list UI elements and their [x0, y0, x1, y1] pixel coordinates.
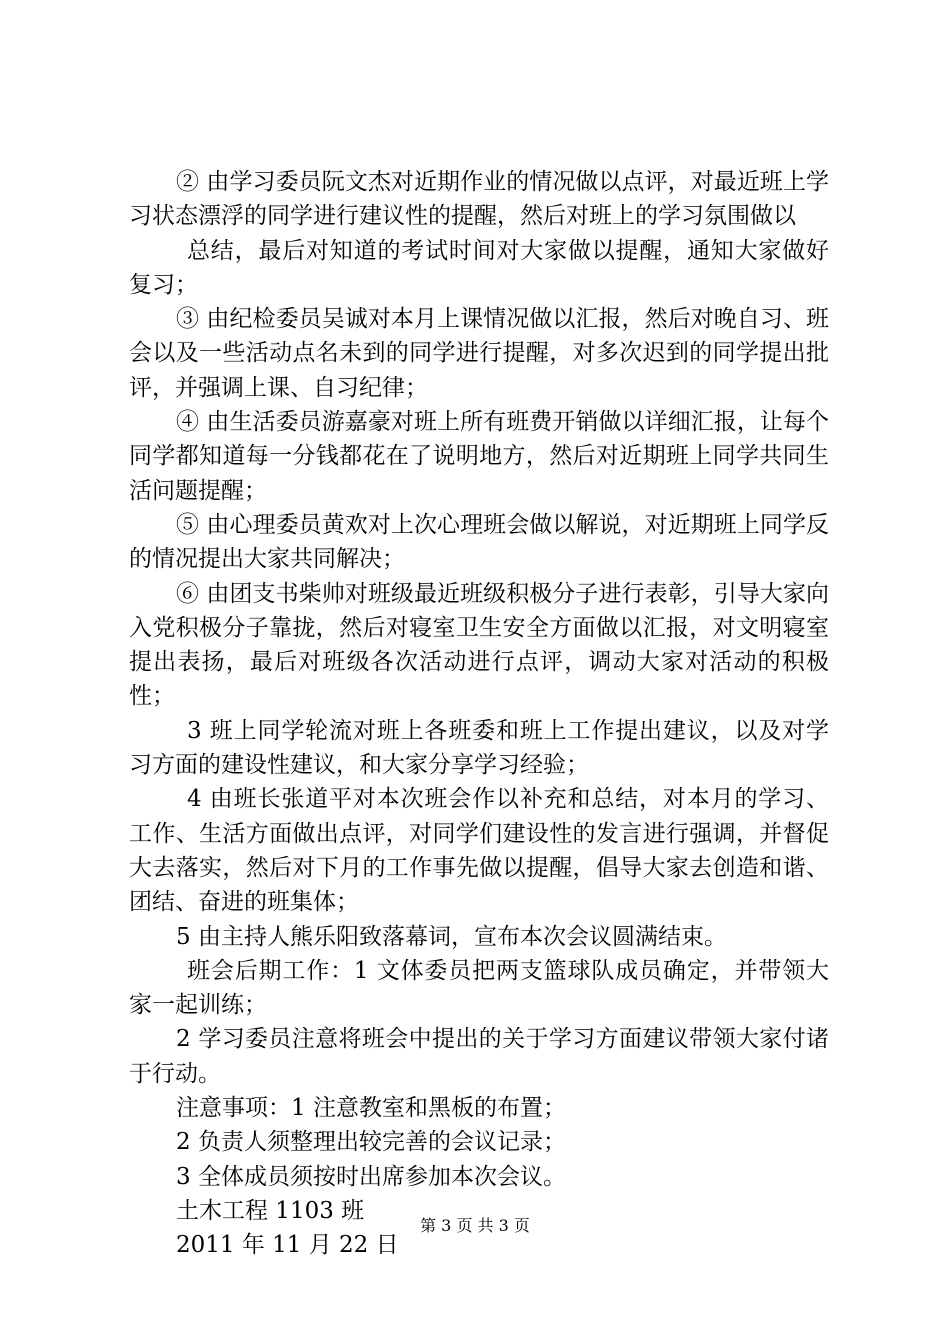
paragraph-step-3: 3 班上同学轮流对班上各班委和班上工作提出建议，以及对学习方面的建设性建议，和大家分享学习经验； [129, 717, 829, 779]
paragraph-step-4: 4 由班长张道平对本次班会作以补充和总结，对本月的学习、工作、生活方面做出点评，对同学们建设性的发言进行强调，并督促大去落实，然后对下月的工作事先做以提醒，倡导大家去创造和谐、团结、奋进的班集体； [129, 786, 829, 916]
paragraph-item-3: ③ 由纪检委员吴诚对本月上课情况做以汇报，然后对晚自习、班会以及一些活动点名未到的同学进行提醒，对多次迟到的同学提出批评，并强调上课、自习纪律； [129, 306, 829, 401]
paragraph-step-5: 5 由主持人熊乐阳致落幕词，宣布本次会议圆满结束。 [176, 923, 727, 950]
paragraph-notes-2: 2 负责人须整理出较完善的会议记录； [176, 1129, 566, 1156]
page-number-label: 第 3 页 共 3 页 [420, 1216, 530, 1235]
page-footer [0, 1214, 950, 1238]
paragraph-followup-1: 班会后期工作：1 文体委员把两支篮球队成员确定，并带领大家一起训练； [129, 957, 829, 1019]
paragraph-notes-1: 注意事项：1 注意教室和黑板的布置； [176, 1095, 566, 1122]
paragraph-followup-2: 2 学习委员注意将班会中提出的关于学习方面建议带领大家付诸于行动。 [129, 1026, 829, 1087]
paragraph-item-6: ⑥ 由团支书柴帅对班级最近班级积极分子进行表彰，引导大家向入党积极分子靠拢，然后对寝室卫生安全方面做以汇报，对文明寝室提出表扬，最后对班级各次活动进行点评，调动大家对活动的积极性； [129, 580, 829, 710]
paragraph-item-4: ④ 由生活委员游嘉豪对班上所有班费开销做以详细汇报，让每个同学都知道每一分钱都花在了说明地方，然后对近期班上同学共同生活问题提醒； [129, 409, 829, 504]
paragraph-summary: 总结，最后对知道的考试时间对大家做以提醒，通知大家做好复习； [129, 237, 829, 298]
paragraph-notes-3: 3 全体成员须按时出席参加本次会议。 [176, 1163, 566, 1190]
paragraph-item-5: ⑤ 由心理委员黄欢对上次心理班会做以解说，对近期班上同学反的情况提出大家共同解决； [129, 511, 829, 573]
signature-class: 土木工程 1103 班 [176, 1197, 365, 1224]
signature-date: 2011 年 11 月 22 日 [176, 1232, 399, 1259]
document-body [129, 165, 829, 1263]
paragraph-item-2: ② 由学习委员阮文杰对近期作业的情况做以点评，对最近班上学习状态漂浮的同学进行建议性的提醒，然后对班上的学习氛围做以 [129, 169, 829, 230]
